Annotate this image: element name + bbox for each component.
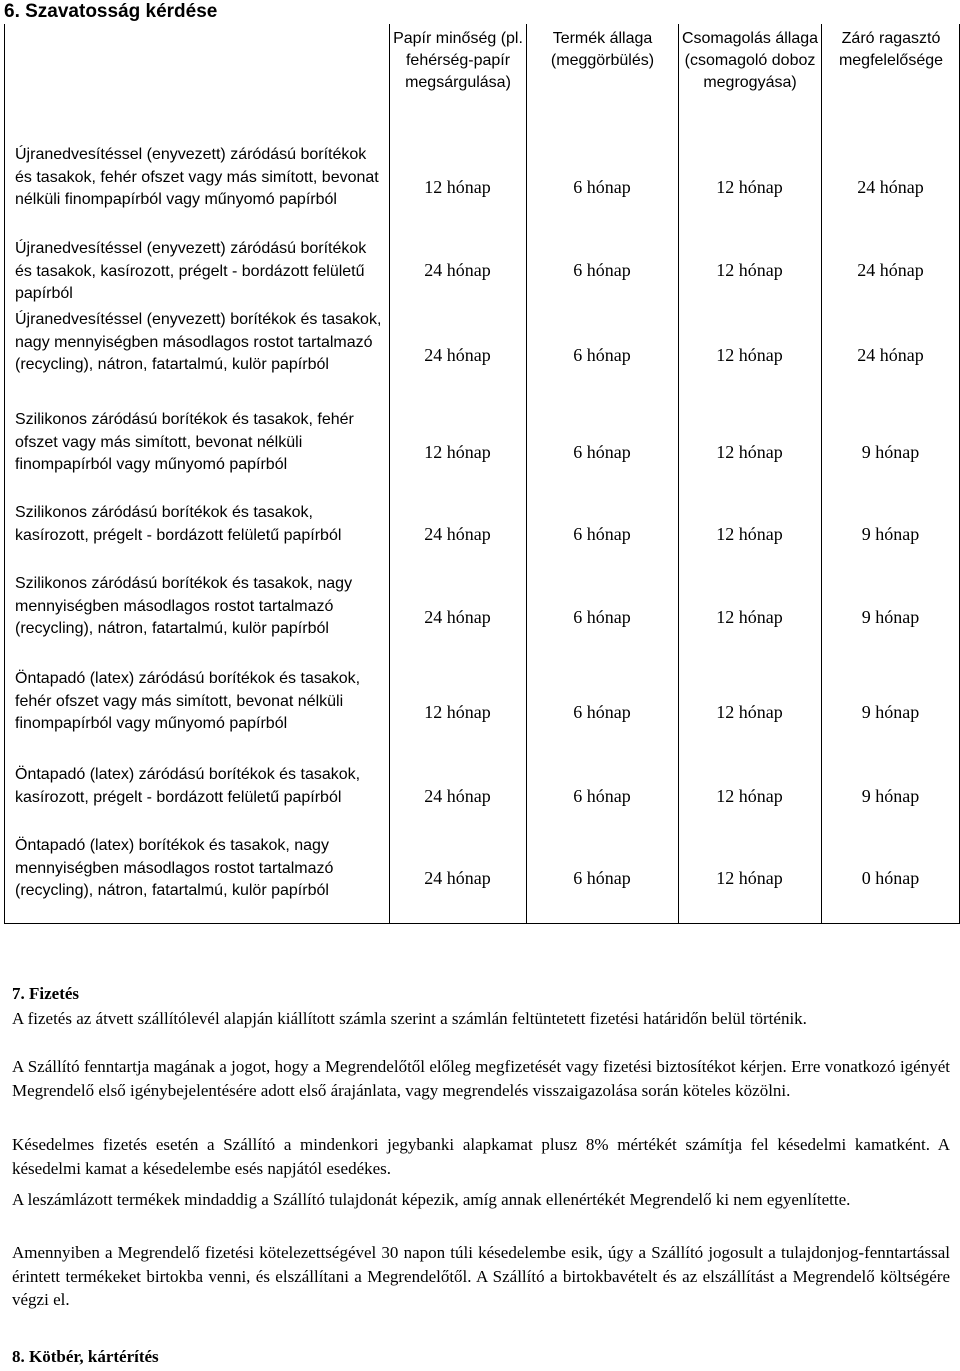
row-value: 12 hónap bbox=[424, 177, 491, 197]
row-value: 12 hónap bbox=[424, 702, 491, 722]
row-label: Öntapadó (latex) záródású borítékok és tasakok, fehér ofszet vagy más simított, bevonat nélküli finompapírból vagy műnyomó papírból bbox=[15, 670, 361, 733]
table-row bbox=[5, 498, 959, 569]
row-label: Öntapadó (latex) záródású borítékok és tasakok, kasírozott, prégelt - bordázott felületű papírból bbox=[15, 766, 361, 806]
row-value: 24 hónap bbox=[424, 345, 491, 365]
row-value: 6 hónap bbox=[573, 441, 631, 462]
table-row bbox=[5, 140, 959, 234]
row-value: 12 hónap bbox=[716, 259, 783, 280]
row-value: 12 hónap bbox=[716, 702, 783, 722]
header-paper-quality: Papír minőség (pl. fehérség-papír megsárgulása) bbox=[393, 30, 523, 91]
row-value: 9 hónap bbox=[861, 441, 920, 462]
row-value: 24 hónap bbox=[857, 259, 924, 280]
row-value: 24 hónap bbox=[424, 868, 491, 888]
row-value: 12 hónap bbox=[424, 441, 491, 462]
row-value: 6 hónap bbox=[573, 606, 631, 627]
row-label: Szilikonos záródású borítékok és tasakok, nagy mennyiségben másodlagos rostot tartalmazó (recycling), nátron, fatartalmú, kulör papírból bbox=[15, 575, 353, 638]
payment-paragraph-5: Amennyiben a Megrendelő fizetési kötelezettségével 30 napon túli késedelembe esik, úgy a Szállító jogosult a tulajdonjog-fenntartással érintett termékeket birtokba venni, és elszállítani a Megrendelőtől. A Szállító a birtokbavételt és az elszállítást a Megrendelő költségére végzi el. bbox=[12, 1243, 950, 1310]
table-row bbox=[5, 569, 959, 664]
row-value: 24 hónap bbox=[857, 177, 924, 197]
row-label: Öntapadó (latex) borítékok és tasakok, nagy mennyiségben másodlagos rostot tartalmazó (recycling), nátron, fatartalmú, kulör papírból bbox=[15, 837, 334, 900]
payment-paragraph-1: A fizetés az átvett szállítólevél alapján kiállított számla szerint a számlán feltüntetett fizetési határidőn belül történik. bbox=[12, 1009, 807, 1028]
section-7-title: 7. Fizetés bbox=[12, 984, 80, 1003]
payment-paragraph-3: Késedelmes fizetés esetén a Szállító a mindenkori jegybanki alapkamat plusz 8% mértékét számítja fel késedelmi kamatként. A késedelmi kamat a késedelembe esés napjától esedékes. bbox=[12, 1135, 950, 1178]
row-label: Újranedvesítéssel (enyvezett) záródású borítékok és tasakok, fehér ofszet vagy más simított, bevonat nélküli finompapírból vagy műnyomó papírból bbox=[15, 146, 379, 209]
row-value: 12 hónap bbox=[716, 177, 783, 197]
payment-paragraph-4: A leszámlázott termékek mindaddig a Szállító tulajdonát képezik, amíg annak ellenértékét Megrendelő ki nem egyenlítette. bbox=[12, 1190, 851, 1209]
row-value: 24 hónap bbox=[424, 785, 491, 806]
header-adhesive-suitability: Záró ragasztó megfelelősége bbox=[838, 30, 944, 69]
row-value: 9 hónap bbox=[861, 523, 920, 544]
row-value: 12 hónap bbox=[716, 345, 783, 365]
section-8-title: 8. Kötbér, kártérítés bbox=[12, 1347, 159, 1366]
row-label: Újranedvesítéssel (enyvezett) záródású borítékok és tasakok, kasírozott, prégelt - bordázott felületű papírból bbox=[15, 240, 367, 303]
row-label: Szilikonos záródású borítékok és tasakok, fehér ofszet vagy más simított, bevonat nélküli finompapírból vagy műnyomó papírból bbox=[15, 411, 354, 474]
section-6-title: 6. Szavatosság kérdése bbox=[4, 1, 218, 22]
row-value: 24 hónap bbox=[424, 606, 491, 627]
row-value: 12 hónap bbox=[716, 868, 783, 888]
row-value: 12 hónap bbox=[716, 785, 783, 806]
row-value: 24 hónap bbox=[857, 345, 924, 365]
row-label: Szilikonos záródású borítékok és tasakok, kasírozott, prégelt - bordázott felületű papírból bbox=[15, 504, 342, 544]
row-value: 9 hónap bbox=[861, 702, 920, 722]
row-value: 24 hónap bbox=[424, 523, 491, 544]
header-packaging-condition: Csomagolás állaga (csomagoló doboz megrogyása) bbox=[681, 30, 819, 91]
table-row bbox=[5, 234, 959, 305]
row-value: 12 hónap bbox=[716, 606, 783, 627]
row-value: 12 hónap bbox=[716, 523, 783, 544]
row-value: 0 hónap bbox=[861, 868, 920, 888]
header-product-condition: Termék állaga (meggörbülés) bbox=[550, 30, 655, 69]
table-row bbox=[5, 831, 959, 925]
payment-paragraph-2: A Szállító fenntartja magának a jogot, hogy a Megrendelőtől előleg megfizetését vagy fizetési biztosítékot kérjen. Erre vonatkozó igényét Megrendelő első igénybejelentésére adott első árajánlata, vagy megrendelés visszaigazolása során köteles közölni. bbox=[12, 1057, 950, 1100]
row-label: Újranedvesítéssel (enyvezett) borítékok és tasakok, nagy mennyiségben másodlagos rostot tartalmazó (recycling), nátron, fatartalmú, kulör papírból bbox=[15, 311, 382, 374]
row-value: 12 hónap bbox=[716, 441, 783, 462]
row-value: 6 hónap bbox=[573, 785, 631, 806]
row-value: 6 hónap bbox=[573, 345, 631, 365]
row-value: 24 hónap bbox=[424, 259, 491, 280]
row-value: 6 hónap bbox=[573, 523, 631, 544]
row-value: 9 hónap bbox=[861, 785, 920, 806]
row-value: 6 hónap bbox=[573, 868, 631, 888]
table-row bbox=[5, 664, 959, 760]
table-row bbox=[5, 305, 959, 405]
row-value: 6 hónap bbox=[573, 259, 631, 280]
row-value: 9 hónap bbox=[861, 606, 920, 627]
table-row bbox=[5, 760, 959, 831]
warranty-table bbox=[4, 24, 960, 924]
row-value: 6 hónap bbox=[573, 702, 631, 722]
table-row bbox=[5, 405, 959, 498]
row-value: 6 hónap bbox=[573, 177, 631, 197]
